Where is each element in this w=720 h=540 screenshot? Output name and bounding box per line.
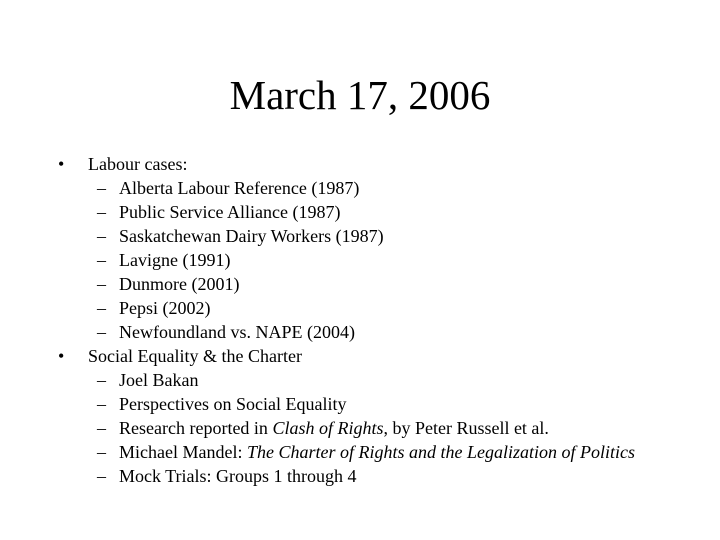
bullet-social-equality: [58, 344, 698, 368]
book-title: The Charter of Rights and the Legalization of Politics: [246, 442, 635, 462]
dash-icon: –: [97, 226, 106, 246]
dash-icon: –: [97, 298, 106, 318]
bullet-text: Social Equality & the Charter: [88, 346, 302, 366]
book-title: Clash of Rights: [272, 418, 384, 438]
sub-bullet: [58, 272, 698, 296]
sub-bullet-text: Dunmore (2001): [119, 274, 240, 294]
bullet-icon: •: [58, 346, 65, 366]
bullet-labour-cases: [58, 152, 698, 176]
slide-content: [58, 152, 698, 488]
slide-title: March 17, 2006: [229, 72, 491, 118]
dash-icon: –: [97, 322, 106, 342]
sub-bullet-text: Perspectives on Social Equality: [119, 394, 347, 414]
dash-icon: –: [97, 466, 106, 486]
dash-icon: –: [97, 394, 106, 414]
dash-icon: –: [97, 178, 106, 198]
sub-bullet-text: Pepsi (2002): [119, 298, 211, 318]
dash-icon: –: [97, 418, 106, 438]
text-plain: Research reported in: [119, 418, 273, 438]
sub-bullet-text: Newfoundland vs. NAPE (2004): [119, 322, 355, 342]
dash-icon: –: [97, 202, 106, 222]
bullet-icon: •: [58, 154, 65, 174]
sub-bullet-text: Joel Bakan: [119, 370, 199, 390]
dash-icon: –: [97, 274, 106, 294]
sub-bullet-text: [119, 442, 635, 462]
sub-bullet-text: Lavigne (1991): [119, 250, 231, 270]
sub-bullet-text: Mock Trials: Groups 1 through 4: [119, 466, 357, 486]
sub-bullet: [58, 176, 698, 200]
sub-bullet-text: Alberta Labour Reference (1987): [119, 178, 360, 198]
dash-icon: –: [97, 442, 106, 462]
sub-bullet: [58, 392, 698, 416]
sub-bullet: [58, 320, 698, 344]
sub-bullet: [58, 368, 698, 392]
sub-bullet: [58, 464, 698, 488]
sub-bullet: [58, 440, 698, 464]
text-plain: , by Peter Russell et al.: [383, 418, 549, 438]
dash-icon: –: [97, 250, 106, 270]
sub-bullet: [58, 296, 698, 320]
sub-bullet-text: Saskatchewan Dairy Workers (1987): [119, 226, 384, 246]
sub-bullet: [58, 224, 698, 248]
text-plain: Michael Mandel:: [119, 442, 247, 462]
dash-icon: –: [97, 370, 106, 390]
sub-bullet-text: Public Service Alliance (1987): [119, 202, 341, 222]
sub-bullet-text: [119, 418, 549, 438]
sub-bullet: [58, 248, 698, 272]
sub-bullet: [58, 416, 698, 440]
sub-bullet: [58, 200, 698, 224]
bullet-text: Labour cases:: [88, 154, 188, 174]
